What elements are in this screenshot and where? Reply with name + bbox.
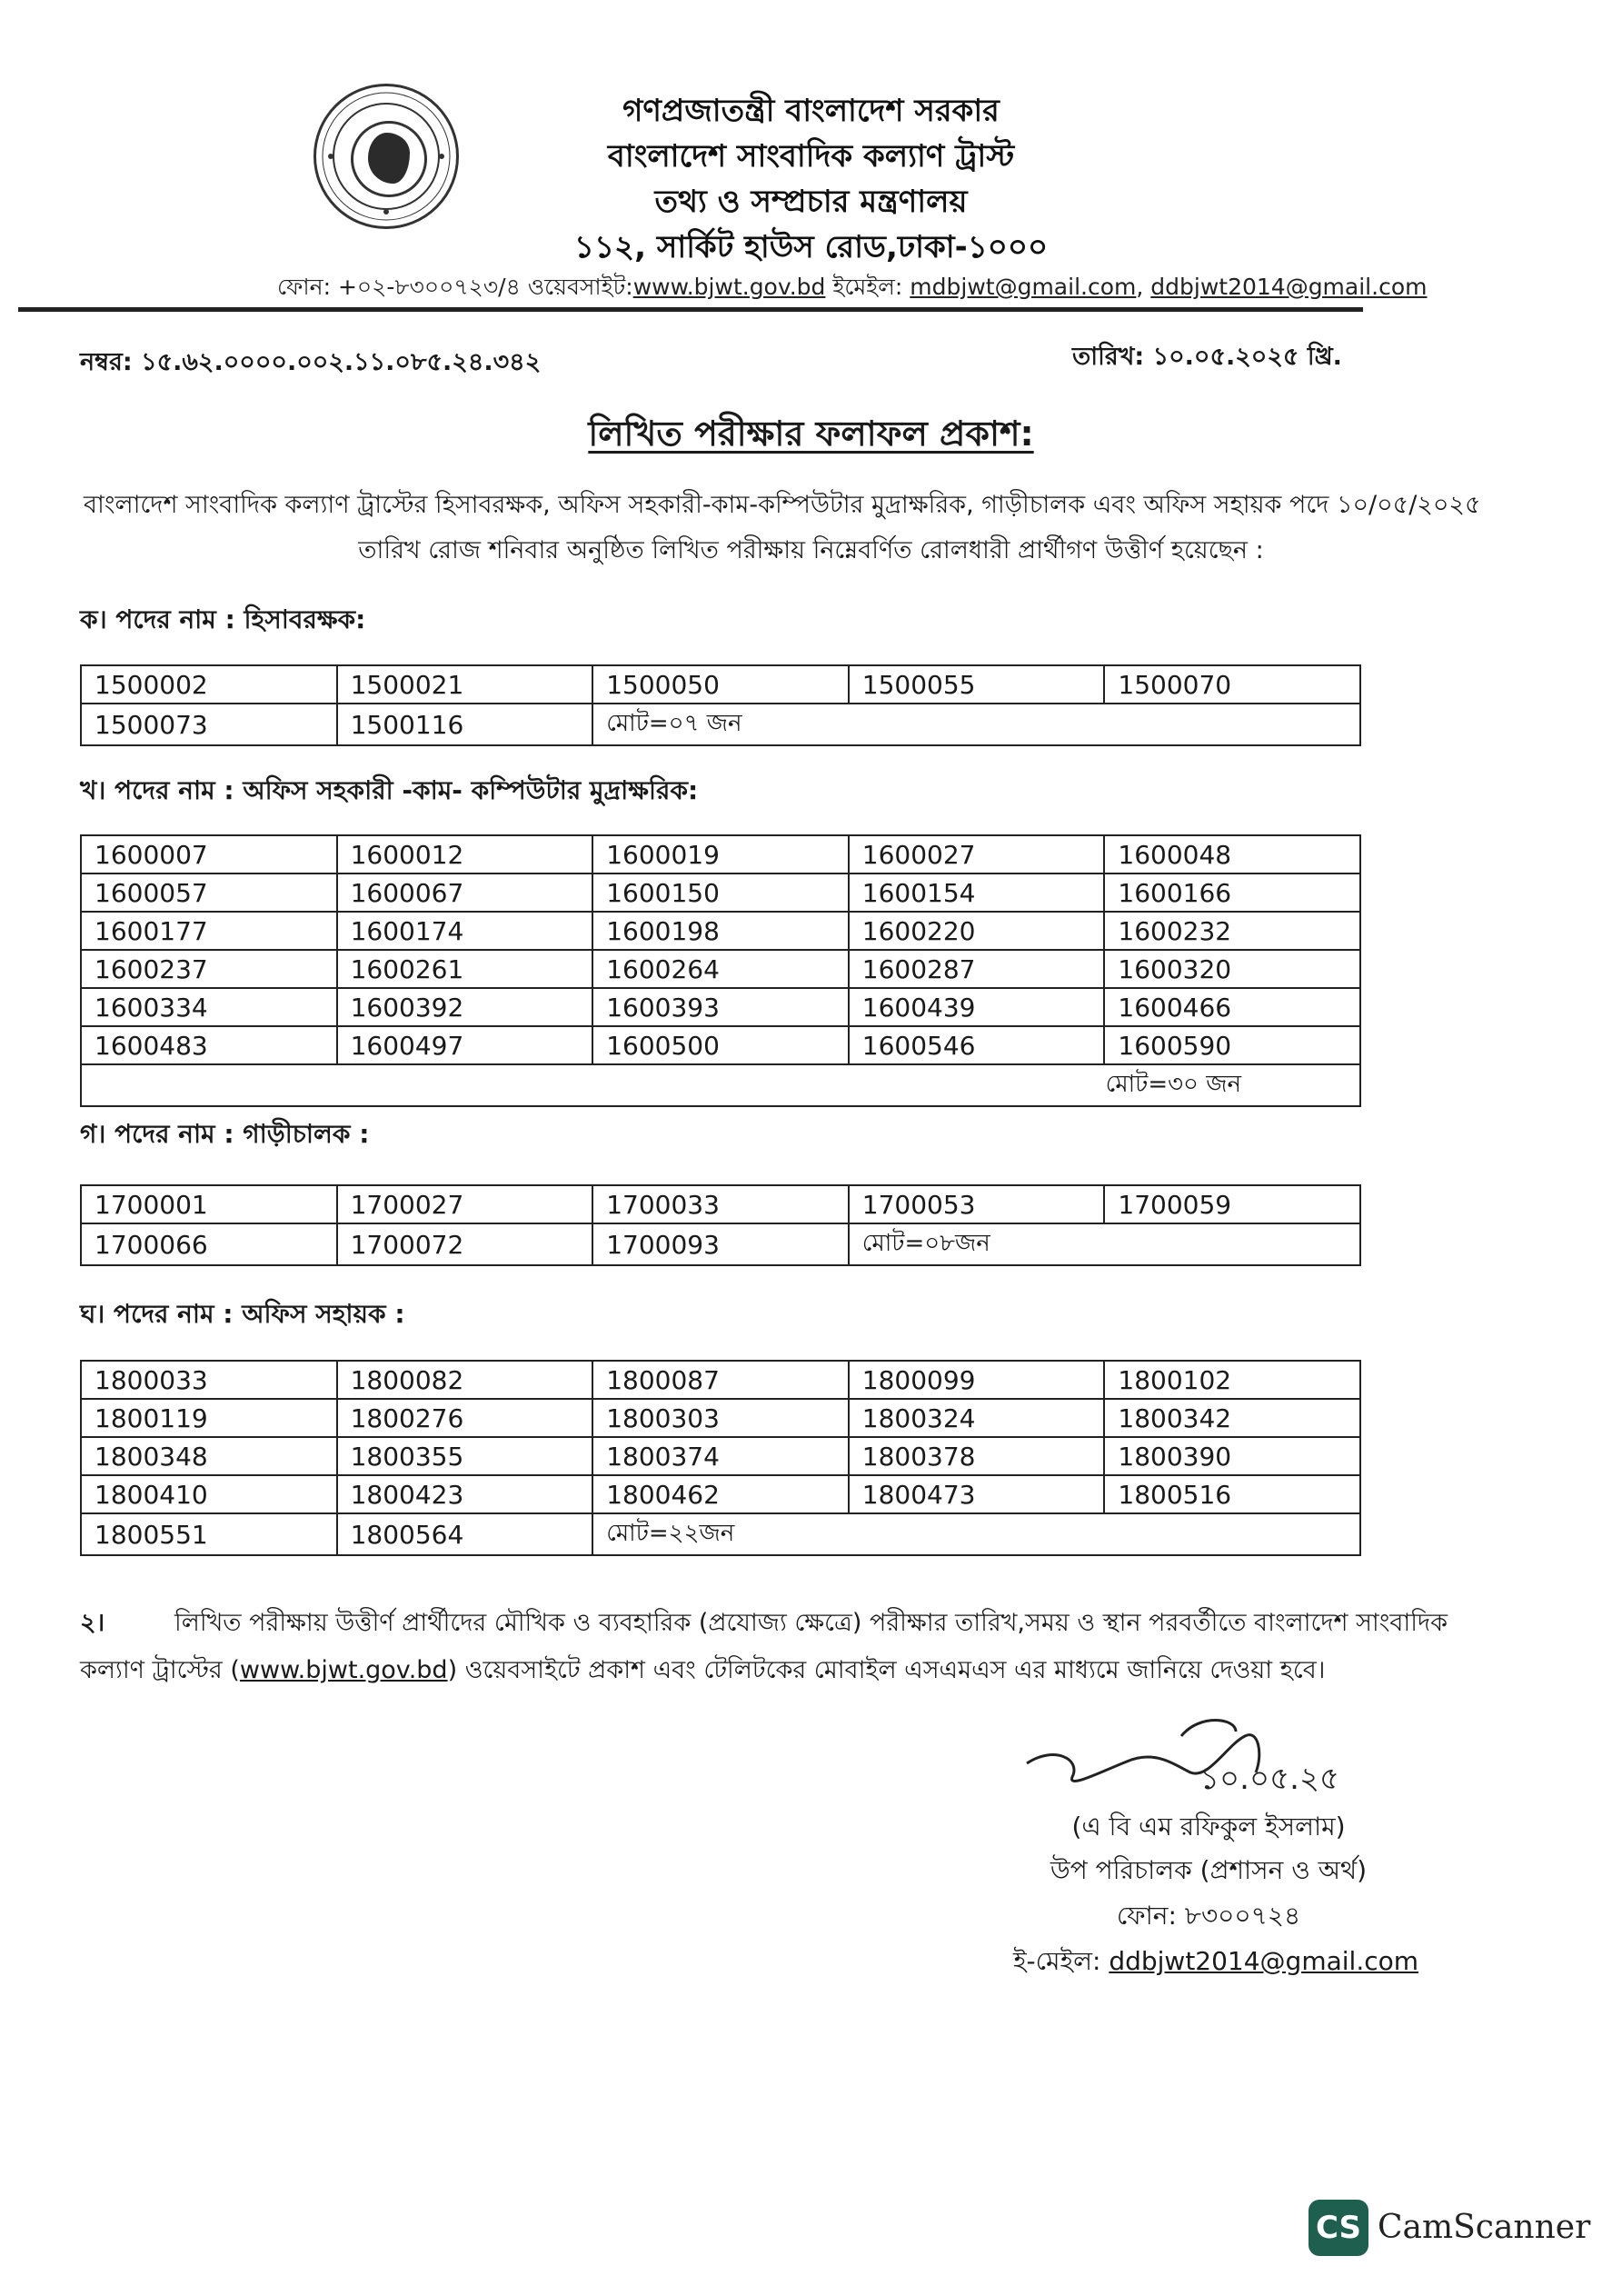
roll-cell: 1800473 [849, 1475, 1105, 1513]
roll-cell: 1800564 [337, 1513, 593, 1555]
roll-cell: 1600466 [1104, 988, 1360, 1026]
roll-cell: 1700001 [81, 1185, 337, 1223]
roll-cell: 1800324 [849, 1399, 1105, 1437]
table-office-helper [80, 1360, 1361, 1556]
roll-cell: 1600012 [337, 835, 593, 873]
roll-cell: 1800342 [1104, 1399, 1360, 1437]
note-number: ২। [80, 1609, 105, 1637]
roll-cell: 1600264 [592, 950, 849, 988]
roll-cell: 1800119 [81, 1399, 337, 1437]
roll-cell: 1600237 [81, 950, 337, 988]
header-organization: বাংলাদেশ সাংবাদিক কল্যাণ ট্রাস্ট [607, 138, 1015, 175]
table-row [81, 1513, 1360, 1555]
roll-cell: 1500002 [81, 665, 337, 704]
handwritten-date: ১০.০৫.২৫ [1199, 1761, 1340, 1797]
section-heading-office-assistant-typist: খ। পদের নাম : অফিস সহকারী -কাম- কম্পিউটার মুদ্রাক্ষরিক: [80, 775, 699, 805]
roll-cell: 1600027 [849, 835, 1105, 873]
roll-cell: 1800099 [849, 1361, 1105, 1399]
roll-cell: 1700053 [849, 1185, 1105, 1223]
table-row [81, 1399, 1360, 1437]
total-count: মোট=০৭ জন [592, 704, 1360, 745]
roll-cell: 1600154 [849, 873, 1105, 912]
roll-cell: 1600019 [592, 835, 849, 873]
signatory-designation: উপ পরিচালক (প্রশাসন ও অর্থ) [1050, 1855, 1368, 1885]
roll-cell: 1500050 [592, 665, 849, 704]
roll-cell: 1600220 [849, 912, 1105, 950]
table-row [81, 873, 1360, 912]
signatory-email [970, 1942, 1461, 1984]
email-label: ই-মেইল: [1012, 1946, 1110, 1976]
header-ministry: তথ্য ও সম্প্রচার মন্ত্রণালয় [654, 184, 968, 220]
roll-cell: 1600048 [1104, 835, 1360, 873]
roll-cell: 1800378 [849, 1437, 1105, 1475]
contact-email-label: ইমেইল: [825, 274, 911, 300]
table-row [81, 1064, 1360, 1106]
handwritten-signature [1018, 1709, 1399, 1809]
header-address: ১১২, সার্কিট হাউস রোড,ঢাকা-১০০০ [573, 229, 1049, 265]
table-office-assistant-typist [80, 834, 1361, 1107]
roll-cell: 1800462 [592, 1475, 849, 1513]
table-accountant [80, 664, 1361, 746]
website-link[interactable]: www.bjwt.gov.bd [632, 274, 826, 300]
roll-cell: 1600007 [81, 835, 337, 873]
roll-cell: 1800082 [337, 1361, 593, 1399]
roll-cell: 1500073 [81, 704, 337, 745]
roll-cell: 1600057 [81, 873, 337, 912]
camscanner-watermark [1309, 2198, 1599, 2261]
roll-cell: 1800516 [1104, 1475, 1360, 1513]
roll-cell: 1600320 [1104, 950, 1360, 988]
section-heading-driver: গ। পদের নাম : গাড়ীচালক : [80, 1119, 370, 1149]
roll-cell: 1700072 [337, 1223, 593, 1265]
roll-cell: 1600393 [592, 988, 849, 1026]
roll-cell: 1800390 [1104, 1437, 1360, 1475]
roll-cell: 1600177 [81, 912, 337, 950]
camscanner-logo-icon: CS [1309, 2200, 1368, 2256]
roll-cell: 1700027 [337, 1185, 593, 1223]
roll-cell: 1600590 [1104, 1026, 1360, 1064]
email-link-2[interactable]: ddbjwt2014@gmail.com [1150, 274, 1428, 300]
email-link-1[interactable]: mdbjwt@gmail.com [910, 274, 1137, 300]
roll-cell: 1600392 [337, 988, 593, 1026]
contact-phone: ফোন: +০২-৮৩০০৭২৩/৪ ওয়েবসাইট: [277, 274, 633, 300]
roll-cell: 1800410 [81, 1475, 337, 1513]
roll-cell: 1600497 [337, 1026, 593, 1064]
table-row [81, 950, 1360, 988]
table-row [81, 1026, 1360, 1064]
roll-cell: 1500021 [337, 665, 593, 704]
section-heading-accountant: ক। পদের নাম : হিসাবরক্ষক: [80, 604, 366, 634]
note-website-link[interactable]: www.bjwt.gov.bd [239, 1656, 448, 1684]
roll-cell: 1500116 [337, 704, 593, 745]
table-row [81, 665, 1360, 704]
header-government: গণপ্রজাতন্ত্রী বাংলাদেশ সরকার [622, 93, 1000, 129]
roll-cell: 1700059 [1104, 1185, 1360, 1223]
total-count: মোট=০৮জন [849, 1223, 1360, 1265]
roll-cell: 1800348 [81, 1437, 337, 1475]
roll-cell: 1800374 [592, 1437, 849, 1475]
note-line-2 [80, 1647, 1516, 1694]
roll-cell: 1600198 [592, 912, 849, 950]
roll-cell: 1800303 [592, 1399, 849, 1437]
roll-cell: 1600261 [337, 950, 593, 988]
roll-cell: 1600150 [592, 873, 849, 912]
roll-cell: 1600067 [337, 873, 593, 912]
table-row [81, 988, 1360, 1026]
roll-cell: 1500055 [849, 665, 1105, 704]
page-title [0, 407, 1622, 465]
table-row [81, 1223, 1360, 1265]
roll-cell: 1700066 [81, 1223, 337, 1265]
table-row [81, 1361, 1360, 1399]
roll-cell: 1600483 [81, 1026, 337, 1064]
section-heading-office-helper: ঘ। পদের নাম : অফিস সহায়ক : [80, 1299, 405, 1329]
memo-reference: নম্বর: ১৫.৬২.০০০০.০০২.১১.০৮৫.২৪.৩৪২ [80, 348, 542, 376]
signatory-email-link[interactable]: ddbjwt2014@gmail.com [1109, 1946, 1419, 1976]
roll-cell: 1800087 [592, 1361, 849, 1399]
intro-line-1: বাংলাদেশ সাংবাদিক কল্যাণ ট্রাস্টের হিসাবরক্ষক, অফিস সহকারী-কাম-কম্পিউটার মুদ্রাক্ষরিক, গাড়ীচালক এবং অফিস সহায়ক পদে ১০/০৫/২০২৫ [84, 491, 1481, 519]
roll-cell: 1600439 [849, 988, 1105, 1026]
roll-cell: 1800423 [337, 1475, 593, 1513]
table-driver [80, 1184, 1361, 1266]
total-count: মোট=৩০ জন [81, 1064, 1360, 1106]
roll-cell: 1500070 [1104, 665, 1360, 704]
note-paragraph [80, 1600, 1516, 1694]
roll-cell: 1600166 [1104, 873, 1360, 912]
note-text-1: লিখিত পরীক্ষায় উত্তীর্ণ প্রার্থীদের মৌখিক ও ব্যবহারিক (প্রযোজ্য ক্ষেত্রে) পরীক্ষার তারিখ,সময় ও স্থান পরবর্তীতে বাংলাদেশ সাংবাদিক [174, 1609, 1448, 1637]
table-row [81, 704, 1360, 745]
table-row [81, 1185, 1360, 1223]
roll-cell: 1800102 [1104, 1361, 1360, 1399]
roll-cell: 1600287 [849, 950, 1105, 988]
roll-cell: 1800551 [81, 1513, 337, 1555]
note-text-2-suffix: ) ওয়েবসাইটে প্রকাশ এবং টেলিটকের মোবাইল এসএমএস এর মাধ্যমে জানিয়ে দেওয়া হবে। [447, 1656, 1326, 1684]
note-line-1 [80, 1600, 1516, 1647]
email-separator: , [1136, 274, 1151, 300]
memo-date: তারিখ: ১০.০৫.২০২৫ খ্রি. [1072, 343, 1342, 371]
roll-cell: 1600232 [1104, 912, 1360, 950]
roll-cell: 1800276 [337, 1399, 593, 1437]
roll-cell: 1800033 [81, 1361, 337, 1399]
roll-cell: 1600546 [849, 1026, 1105, 1064]
intro-line-2: তারিখ রোজ শনিবার অনুষ্ঠিত লিখিত পরীক্ষায় নিম্নেবর্ণিত রোলধারী প্রার্থীগণ উত্তীর্ণ হয়েছেন : [358, 536, 1264, 564]
roll-cell: 1800355 [337, 1437, 593, 1475]
roll-cell: 1600174 [337, 912, 593, 950]
roll-cell: 1600334 [81, 988, 337, 1026]
header-divider [18, 307, 1363, 312]
table-row [81, 835, 1360, 873]
signatory-name: (এ বি এম রফিকুল ইসলাম) [1071, 1812, 1346, 1842]
header-contact [277, 269, 1427, 308]
title-text: লিখিত পরীক্ষার ফলাফল প্রকাশ: [588, 414, 1034, 454]
roll-cell: 1700093 [592, 1223, 849, 1265]
table-row [81, 1437, 1360, 1475]
total-count: মোট=২২জন [592, 1513, 1360, 1555]
table-row [81, 912, 1360, 950]
roll-cell: 1700033 [592, 1185, 849, 1223]
note-text-2-prefix: কল্যাণ ট্রাস্টের ( [80, 1656, 240, 1684]
roll-cell: 1600500 [592, 1026, 849, 1064]
table-row [81, 1475, 1360, 1513]
signatory-phone: ফোন: ৮৩০০৭২৪ [1116, 1901, 1301, 1931]
camscanner-brand: CamScanner [1378, 2209, 1591, 2246]
